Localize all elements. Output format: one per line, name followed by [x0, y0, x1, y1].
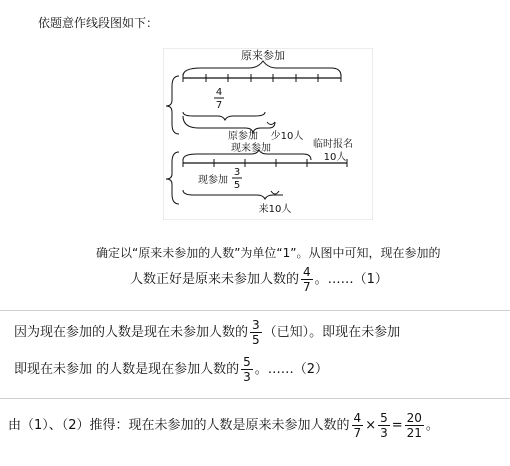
- frac-denominator: 21: [406, 426, 422, 440]
- para1-line2-tail: 。……（1）: [314, 272, 388, 287]
- para3-line: [8, 412, 439, 439]
- divider-1: [0, 310, 510, 311]
- frac-denominator: 3: [243, 370, 251, 384]
- diagram-frac1-num: 4: [215, 87, 223, 98]
- equals-sign: =: [391, 418, 403, 433]
- frac-numerator: 4: [303, 265, 311, 279]
- frac-denominator: 3: [380, 426, 388, 440]
- diagram-label-10: 10人: [323, 152, 347, 163]
- times-sign: ×: [365, 418, 377, 433]
- diagram-frac2-den: 5: [233, 180, 241, 191]
- para2-fraction-2: [241, 356, 253, 383]
- para2-fraction-1: [250, 319, 262, 346]
- para3-fraction-3: [405, 412, 424, 439]
- frac-numerator: 4: [353, 411, 362, 425]
- para3-fraction-1: [352, 412, 364, 439]
- frac-denominator: 5: [252, 333, 260, 347]
- para2-line2-tail: 。……（2）: [254, 362, 329, 377]
- para2-line1-text: 因为现在参加的人数是现在未参加人数的: [14, 325, 249, 340]
- para2-line2: [14, 356, 328, 383]
- frac-numerator: 5: [243, 355, 251, 369]
- diagram-frac1-den: 7: [215, 100, 223, 111]
- frac-numerator: 20: [406, 411, 422, 425]
- frac-numerator: 3: [252, 318, 260, 332]
- frac-numerator: 5: [380, 411, 388, 425]
- para1-line2-text: 人数正好是原来未参加人数的: [130, 272, 300, 287]
- diagram-label-now-join: 现参加: [198, 175, 228, 186]
- para2-line1-tail: （已知）。即现在未参加: [263, 325, 401, 340]
- para1-line2: [130, 266, 388, 293]
- diagram-frac2-num: 3: [233, 167, 241, 178]
- para3-fraction-2: [378, 412, 390, 439]
- diagram-label-now: 现来参加: [231, 143, 271, 154]
- para2-line2-text: 即现在未参加 的人数是现在参加人数的: [14, 362, 240, 377]
- para1-fraction: [301, 266, 313, 293]
- frac-denominator: 7: [353, 426, 362, 440]
- frac-denominator: 7: [303, 280, 311, 294]
- intro-text: 依题意作线段图如下：: [38, 16, 159, 30]
- diagram-label-less10: 少10人: [270, 131, 304, 142]
- para2-line1: [14, 319, 400, 346]
- diagram-label-come10: 来10人: [258, 204, 292, 215]
- para3-text: 由（1）、（2）推得：现在未参加的人数是原来未参加人数的: [8, 418, 350, 433]
- para1-line1: 确定以“原来未参加的人数”为单位“1”。从图中可知，现在参加的: [96, 246, 441, 260]
- divider-2: [0, 398, 510, 399]
- diagram-label-temp: 临时报名: [313, 139, 353, 150]
- diagram-label-original: 原来参加: [241, 49, 285, 62]
- para3-tail: 。: [425, 418, 439, 433]
- line-segment-diagram: [163, 48, 373, 220]
- diagram-label-original-join: 原参加: [228, 131, 258, 142]
